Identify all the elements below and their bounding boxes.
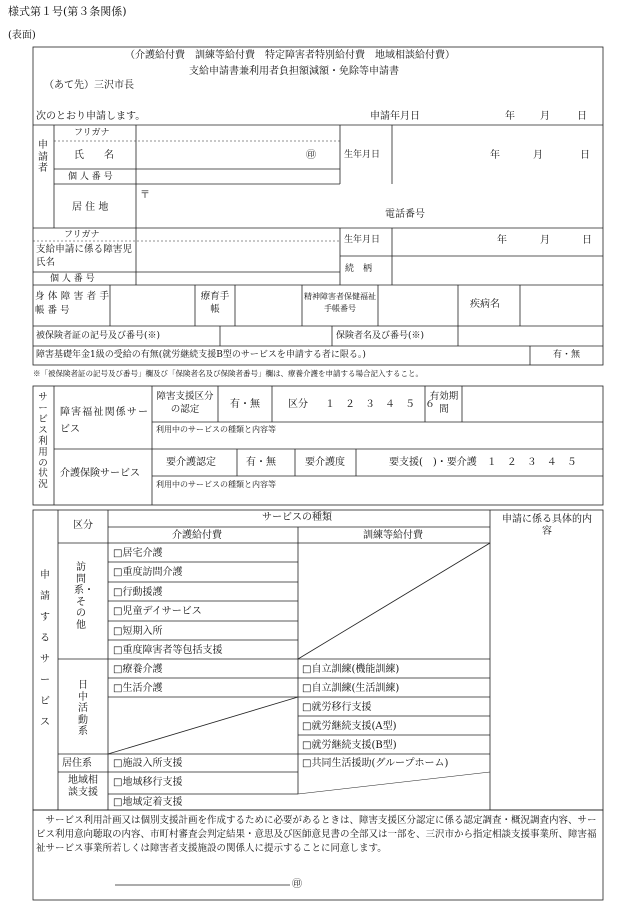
applicant-name-field[interactable] — [136, 141, 296, 169]
services-side-label: 申請するサービス — [40, 570, 50, 728]
consent-signature-field[interactable] — [115, 872, 290, 886]
visit-item[interactable]: □重度訪問介護 — [113, 567, 183, 578]
visit-item[interactable]: □居宅介護 — [113, 548, 163, 559]
side-label: (表面) — [8, 30, 36, 41]
applicant-furigana-label: フリガナ — [74, 128, 110, 138]
care-service-label: 介護保険サービス — [60, 468, 140, 479]
day-train-item[interactable]: □就労継続支援(A型) — [302, 721, 397, 732]
home-train-item[interactable]: □共同生活援助(グループホーム) — [302, 758, 449, 769]
consent-text: サービス利用計画又は個別支援計画を作成するために必要があるときは、障害支援区分認定に係る認定調査・概況調査内容、サービス利用意向聴取の内容、市町村審査会判定結果・意思及び医師意見書の全部又は一部を、三沢市から指定相談支援事業所、障害福祉サービス事業所若しくは障害者支援施設の関係人に提示することに同意します。 — [36, 815, 597, 854]
pension-label: 障害基礎年金1級の受給の有無(就労継続支援B型のサービスを申請する者に限る。) — [36, 350, 366, 360]
child-name-label: 支給申請に係る障害児氏名 — [36, 244, 132, 269]
applicant-personal-no-label: 個 人 番 号 — [68, 172, 113, 182]
child-dob-unit-day: 日 — [582, 235, 592, 246]
care-current-label: 利用中のサービスの種類と内容等 — [156, 480, 276, 489]
postal-mark: 〒 — [140, 190, 150, 201]
day-group-label: 日中活動系 — [78, 680, 88, 737]
applicant-address-label: 居 住 地 — [72, 202, 109, 213]
visit-item[interactable]: □重度障害者等包括支援 — [113, 645, 223, 656]
child-dob-unit-month: 月 — [540, 235, 550, 246]
community-item[interactable]: □地域移行支援 — [113, 777, 183, 788]
ryoiku-cert-label: 療育手帳 — [200, 291, 230, 316]
intro-text: 次のとおり申請します。 — [36, 111, 146, 122]
cert-note: ※「被保険者証の記号及び番号」欄及び「保険者名及び保険者番号」欄は、療養介護を申請する場合記入すること。 — [33, 369, 423, 378]
insurer-label: 保険者名及び番号(※) — [336, 331, 425, 341]
applicant-name-label: 氏 名 — [74, 150, 114, 161]
relation-label: 続 柄 — [345, 264, 373, 274]
day-train-item[interactable]: □自立訓練(生活訓練) — [302, 683, 400, 694]
welfare-service-label: 障害福祉関係サービス — [60, 407, 148, 435]
seal-mark: ㊞ — [306, 150, 316, 161]
care-cert-yes-no[interactable]: 有・無 — [246, 457, 276, 468]
day-train-item[interactable]: □自立訓練(機能訓練) — [302, 664, 400, 675]
day-care-item[interactable]: □生活介護 — [113, 683, 163, 694]
physical-cert-label: 身 体 障 害 者 手 帳 番 号 — [35, 291, 109, 316]
welfare-cert-label: 障害支援区分の認定 — [156, 391, 214, 416]
consent-seal-mark: ㊞ — [292, 879, 302, 890]
visit-item[interactable]: □児童デイサービス — [113, 606, 202, 617]
title-line1: （介護給付費 訓練等給付費 特定障害者特別給付費 地域相談給付費） — [125, 50, 455, 61]
home-group-label: 居住系 — [62, 758, 92, 769]
form-number: 様式第１号(第３条関係) — [8, 5, 127, 18]
kubun-values[interactable]: １ ２ ３ ４ ５ ６ — [325, 399, 435, 410]
visit-item[interactable]: □短期入所 — [113, 626, 163, 637]
date-unit-year: 年 — [505, 111, 515, 122]
child-dob-label: 生年月日 — [344, 235, 381, 245]
addressee: （あて先）三沢市長 — [44, 80, 134, 91]
applicant-address-field[interactable] — [136, 184, 603, 228]
care-level-label: 要介護度 — [305, 457, 345, 468]
train-column-header: 訓練等給付費 — [363, 530, 423, 541]
application-date-label: 申請年月日 — [370, 111, 420, 122]
home-care-item[interactable]: □施設入所支援 — [113, 758, 183, 769]
day-train-item[interactable]: □就労継続支援(B型) — [302, 740, 397, 751]
visit-group-label: 訪問系・その他 — [74, 562, 94, 631]
applicant-side-label: 申請者 — [38, 140, 48, 174]
applicant-dob-label: 生年月日 — [344, 150, 381, 160]
care-cert-label: 要介護認定 — [166, 457, 216, 468]
valid-period-label: 有効期間 — [429, 391, 459, 416]
kinds-header: サービスの種類 — [262, 512, 332, 523]
care-column-header: 介護給付費 — [172, 530, 222, 541]
day-care-item[interactable]: □療養介護 — [113, 664, 163, 675]
detail-column-header: 申請に係る具体的内容 — [502, 514, 592, 537]
dob-unit-day: 日 — [580, 150, 590, 161]
dob-unit-month: 月 — [533, 150, 543, 161]
child-dob-unit-year: 年 — [497, 235, 507, 246]
mental-cert-label: 精神障害者保健福祉手帳番号 — [304, 292, 376, 313]
title-line2: 支給申請書兼利用者負担額減額・免除等申請書 — [189, 66, 399, 77]
welfare-current-label: 利用中のサービスの種類と内容等 — [156, 425, 276, 434]
insured-label: 被保険者証の記号及び番号(※) — [36, 331, 161, 341]
kubun-header: 区分 — [73, 520, 93, 531]
date-unit-day: 日 — [577, 111, 587, 122]
usage-side-label: サービス利用の状況 — [38, 392, 48, 491]
visit-item[interactable]: □行動援護 — [113, 587, 163, 598]
day-train-item[interactable]: □就労移行支援 — [302, 702, 372, 713]
phone-label: 電話番号 — [385, 209, 425, 220]
child-furigana-label: フリガナ — [64, 230, 100, 240]
pension-yes-no[interactable]: 有・無 — [553, 350, 581, 360]
kubun-label: 区分 — [288, 399, 308, 410]
community-item[interactable]: □地域定着支援 — [113, 797, 183, 808]
community-group-label: 地域相談支援 — [68, 775, 98, 798]
disease-label: 疾病名 — [470, 299, 500, 310]
date-unit-month: 月 — [540, 111, 550, 122]
care-level-values[interactable]: 要支援( )・要介護 １ ２ ３ ４ ５ — [389, 457, 577, 468]
child-personal-no-label: 個 人 番 号 — [50, 274, 95, 284]
dob-unit-year: 年 — [490, 150, 500, 161]
welfare-cert-yes-no[interactable]: 有・無 — [230, 399, 260, 410]
